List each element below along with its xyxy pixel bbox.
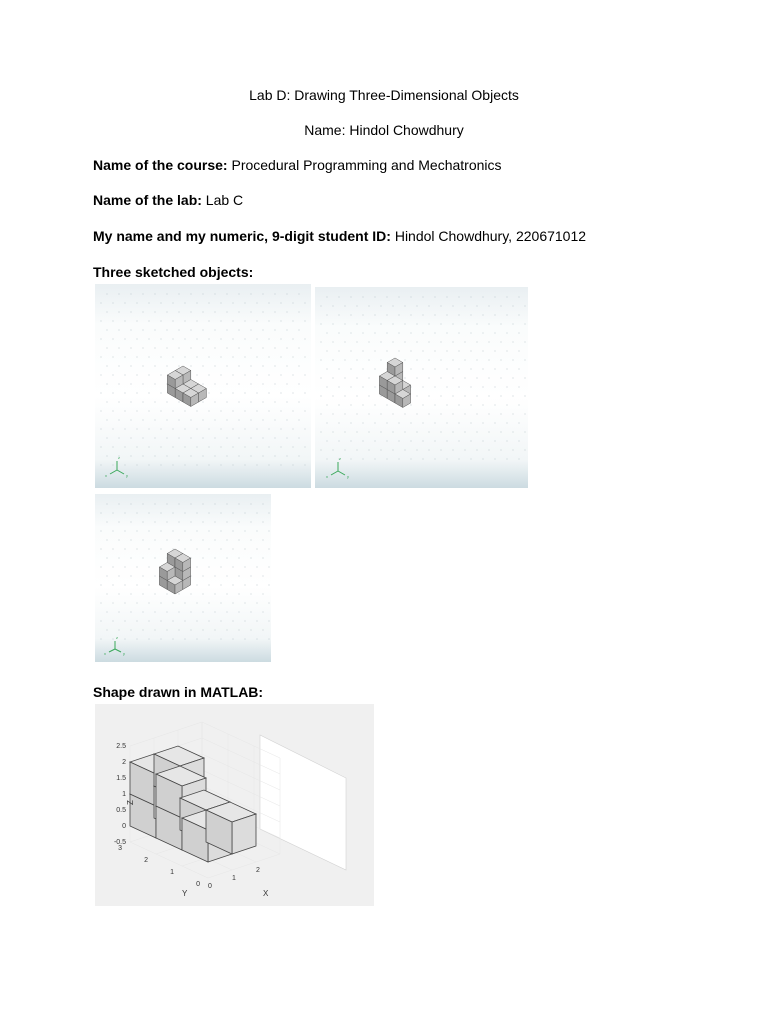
y-tick-label: 3 xyxy=(118,845,122,852)
author-name-line: Name: Hindol Chowdhury xyxy=(304,122,464,138)
student-id-value: Hindol Chowdhury, 220671012 xyxy=(394,228,587,244)
student-id-label: My name and my numeric, 9-digit student ID: xyxy=(93,228,391,244)
sketch-panel-3 xyxy=(95,494,271,662)
x-tick-label: 1 xyxy=(232,875,236,882)
cube-stack xyxy=(167,366,206,407)
cube-stack xyxy=(159,549,190,594)
matlab-3d-plot xyxy=(95,704,374,906)
z-tick-label: 2.5 xyxy=(116,743,126,750)
z-tick-label: 2 xyxy=(122,759,126,766)
svg-text:x: x xyxy=(104,651,106,656)
svg-text:x: x xyxy=(105,473,107,478)
dot-grid xyxy=(320,296,525,459)
lab-value: Lab C xyxy=(205,192,244,208)
y-tick-label: 2 xyxy=(144,857,148,864)
svg-text:y: y xyxy=(347,474,349,479)
svg-text:z: z xyxy=(118,455,120,460)
z-tick-label: 1 xyxy=(122,791,126,798)
matlab-figure xyxy=(95,704,374,906)
lab-field xyxy=(93,191,243,209)
course-field xyxy=(93,156,502,174)
plot-axes-box xyxy=(254,735,355,906)
document-title: Lab D: Drawing Three-Dimensional Objects xyxy=(249,87,519,103)
svg-text:y: y xyxy=(126,473,128,478)
dot-grid xyxy=(100,293,305,465)
axis-triad-icon xyxy=(105,455,128,478)
axis-triad-icon xyxy=(104,635,125,656)
svg-text:z: z xyxy=(339,456,341,461)
y-tick-label: 1 xyxy=(170,869,174,876)
sketch-panel-2 xyxy=(315,287,528,488)
student-id-field xyxy=(93,227,586,245)
course-value: Procedural Programming and Mechatronics xyxy=(231,157,502,173)
axis-triad-icon xyxy=(326,456,349,479)
plot-cubes xyxy=(130,746,256,862)
sketched-objects-heading: Three sketched objects: xyxy=(93,264,254,280)
svg-text:z: z xyxy=(116,635,118,640)
course-label: Name of the course: xyxy=(93,157,228,173)
svg-text:x: x xyxy=(326,474,328,479)
x-tick-label: 2 xyxy=(256,867,260,874)
z-tick-label: 1.5 xyxy=(116,775,126,782)
matlab-heading: Shape drawn in MATLAB: xyxy=(93,684,264,700)
svg-text:y: y xyxy=(123,651,125,656)
z-tick-label: -0.5 xyxy=(113,839,126,846)
sketch-2-canvas xyxy=(315,287,528,488)
z-tick-label: 0 xyxy=(122,823,126,830)
lab-label: Name of the lab: xyxy=(93,192,202,208)
sketch-1-canvas xyxy=(95,284,311,488)
y-tick-label: 0 xyxy=(196,881,200,888)
sketch-panel-1 xyxy=(95,284,311,488)
y-axis-label: Y xyxy=(182,889,188,898)
x-axis-label: X xyxy=(263,889,269,898)
z-axis-label: Z xyxy=(126,800,135,805)
sketch-3-canvas xyxy=(95,494,271,662)
cube-stack xyxy=(379,358,410,408)
x-tick-label: 0 xyxy=(208,883,212,890)
z-tick-label: 0.5 xyxy=(116,807,126,814)
